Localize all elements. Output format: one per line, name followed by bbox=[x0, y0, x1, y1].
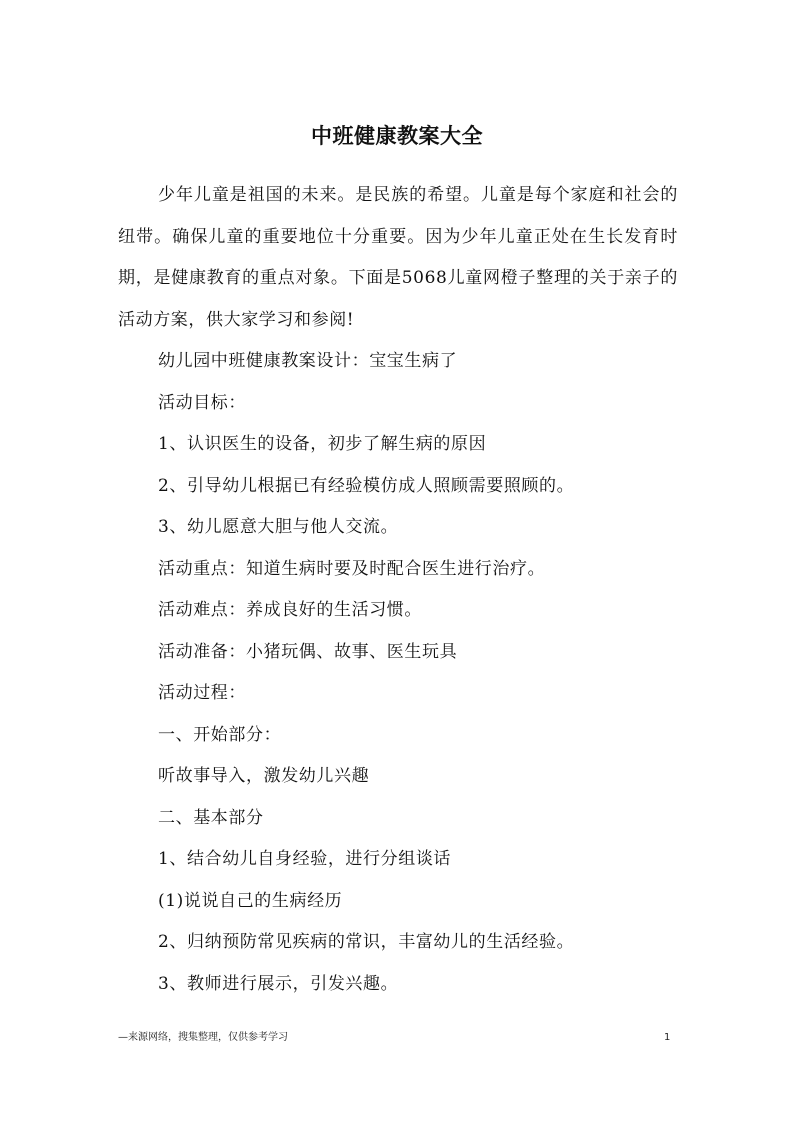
document-title: 中班健康教案大全 bbox=[311, 123, 483, 148]
section-2-step-3: 3、教师进行展示，引发兴趣。 bbox=[158, 973, 399, 994]
key-point-line: 活动重点：知道生病时要及时配合医生进行治疗。 bbox=[158, 558, 546, 579]
difficulty-line: 活动难点：养成良好的生活习惯。 bbox=[158, 600, 422, 620]
process-heading: 活动过程： bbox=[158, 683, 246, 703]
intro-paragraph: 少年儿童是祖国的未来。是民族的希望。儿童是每个家庭和社会的纽带。确保儿童的重要地位十分重要。因为少年儿童正处在生长发育时期，是健康教育的重点对象。下面是5068儿童网橙子整理的关于亲子的活动方案，供大家学习和参阅! bbox=[118, 185, 678, 330]
lesson-title-line: 幼儿园中班健康教案设计：宝宝生病了 bbox=[158, 351, 458, 371]
goals-heading: 活动目标： bbox=[158, 392, 246, 413]
section-1-text: 听故事导入，激发幼儿兴趣 bbox=[158, 766, 370, 786]
goal-3: 3、幼儿愿意大胆与他人交流。 bbox=[158, 517, 399, 537]
section-2-step-2: 2、归纳预防常见疾病的常识，丰富幼儿的生活经验。 bbox=[158, 932, 575, 952]
lesson-plan-lines bbox=[158, 341, 698, 1005]
section-2-substep-1: (1)说说自己的生病经历 bbox=[158, 890, 343, 911]
goal-1: 1、认识医生的设备，初步了解生病的原因 bbox=[158, 434, 487, 454]
section-2-step-1: 1、结合幼儿自身经验，进行分组谈话 bbox=[158, 849, 452, 869]
footer-note: —来源网络，搜集整理，仅供参考学习 bbox=[118, 1032, 288, 1043]
page-number: 1 bbox=[664, 1032, 671, 1043]
goal-2: 2、引导幼儿根据已有经验模仿成人照顾需要照顾的。 bbox=[158, 475, 575, 496]
section-1-heading: 一、开始部分： bbox=[158, 724, 282, 745]
section-2-heading: 二、基本部分 bbox=[158, 807, 264, 828]
preparation-line: 活动准备：小猪玩偶、故事、医生玩具 bbox=[158, 641, 458, 662]
